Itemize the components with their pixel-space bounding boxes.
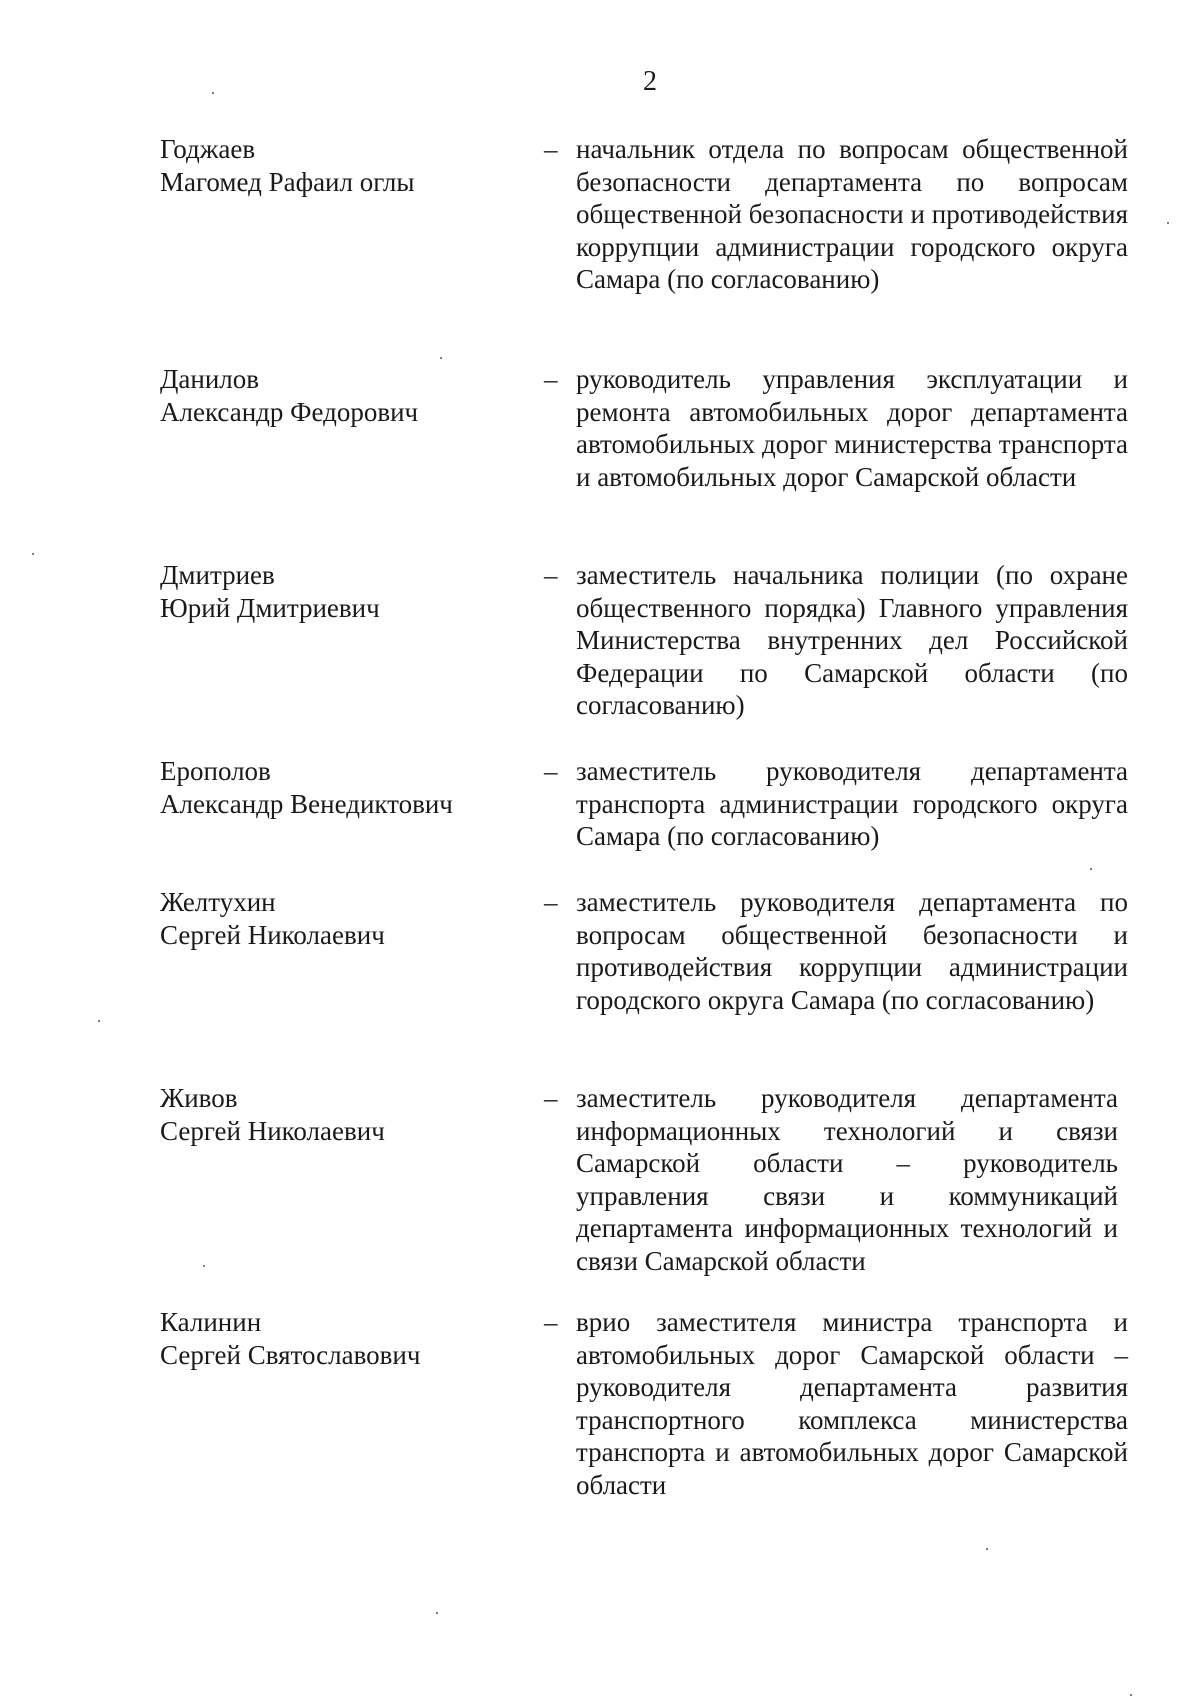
person-given-names: Сергей Святославович <box>160 1339 421 1370</box>
person-surname: Годжаев <box>160 134 256 164</box>
position-description: врио заместителя министра транспорта и автомобильных дорог Самарской области – руководителя департамента развития транспортного комплекса министерства транспорта и автомобильных дорог Самарской области <box>576 1307 1128 1500</box>
position-description: начальник отдела по вопросам общественной безопасности департамента по вопросам общественной безопасности и противодействия коррупции администрации городского округа Самара (по согласованию) <box>576 134 1128 294</box>
person-surname: Дмитриев <box>160 560 275 590</box>
dash-separator: – <box>544 1083 558 1113</box>
position-description: заместитель руководителя департамента транспорта администрации городского округа Самара (по согласованию) <box>576 756 1128 851</box>
scan-speck <box>436 1612 438 1614</box>
person-name <box>160 559 540 624</box>
person-name <box>160 886 540 951</box>
person-name <box>160 1082 540 1147</box>
dash-separator: – <box>544 1307 558 1337</box>
position-description: заместитель руководителя департамента по вопросам общественной безопасности и противодействия коррупции администрации городского округа Самара (по согласованию) <box>576 887 1128 1015</box>
person-given-names: Александр Венедиктович <box>160 788 453 819</box>
scan-speck <box>1167 222 1169 224</box>
dash-separator: – <box>544 364 558 394</box>
person-name <box>160 755 540 820</box>
person-name <box>160 363 540 428</box>
dash-separator: – <box>544 560 558 590</box>
person-surname: Желтухин <box>160 887 276 917</box>
scan-speck <box>212 92 214 94</box>
scan-speck <box>1090 868 1092 870</box>
person-surname: Живов <box>160 1083 238 1113</box>
person-given-names: Магомед Рафаил оглы <box>160 166 415 197</box>
dash-separator: – <box>544 756 558 786</box>
person-given-names: Сергей Николаевич <box>160 919 385 950</box>
scan-speck <box>440 357 442 359</box>
dash-separator: – <box>544 887 558 917</box>
position-description: заместитель руководителя департамента информационных технологий и связи Самарской области – руководитель управления связи и коммуникаций департамента информационных технологий и связи Самарской области <box>576 1083 1118 1276</box>
scan-speck <box>1130 1694 1132 1696</box>
position-description: руководитель управления эксплуатации и ремонта автомобильных дорог департамента автомобильных дорог министерства транспорта и автомобильных дорог Самарской области <box>576 364 1128 492</box>
scan-speck <box>986 1548 988 1550</box>
dash-separator: – <box>544 134 558 164</box>
person-given-names: Александр Федорович <box>160 396 419 427</box>
person-given-names: Сергей Николаевич <box>160 1115 385 1146</box>
page-number: 2 <box>643 66 657 97</box>
person-given-names: Юрий Дмитриевич <box>160 592 380 623</box>
scan-speck <box>32 553 34 555</box>
scan-speck <box>98 1020 100 1022</box>
person-surname: Калинин <box>160 1307 262 1337</box>
person-surname: Ерополов <box>160 756 271 786</box>
scan-speck <box>203 1265 205 1267</box>
person-name <box>160 1306 540 1371</box>
position-description: заместитель начальника полиции (по охране общественного порядка) Главного управления Министерства внутренних дел Российской Федерации по Самарской области (по согласованию) <box>576 560 1128 720</box>
person-name <box>160 133 540 198</box>
person-surname: Данилов <box>160 364 260 394</box>
